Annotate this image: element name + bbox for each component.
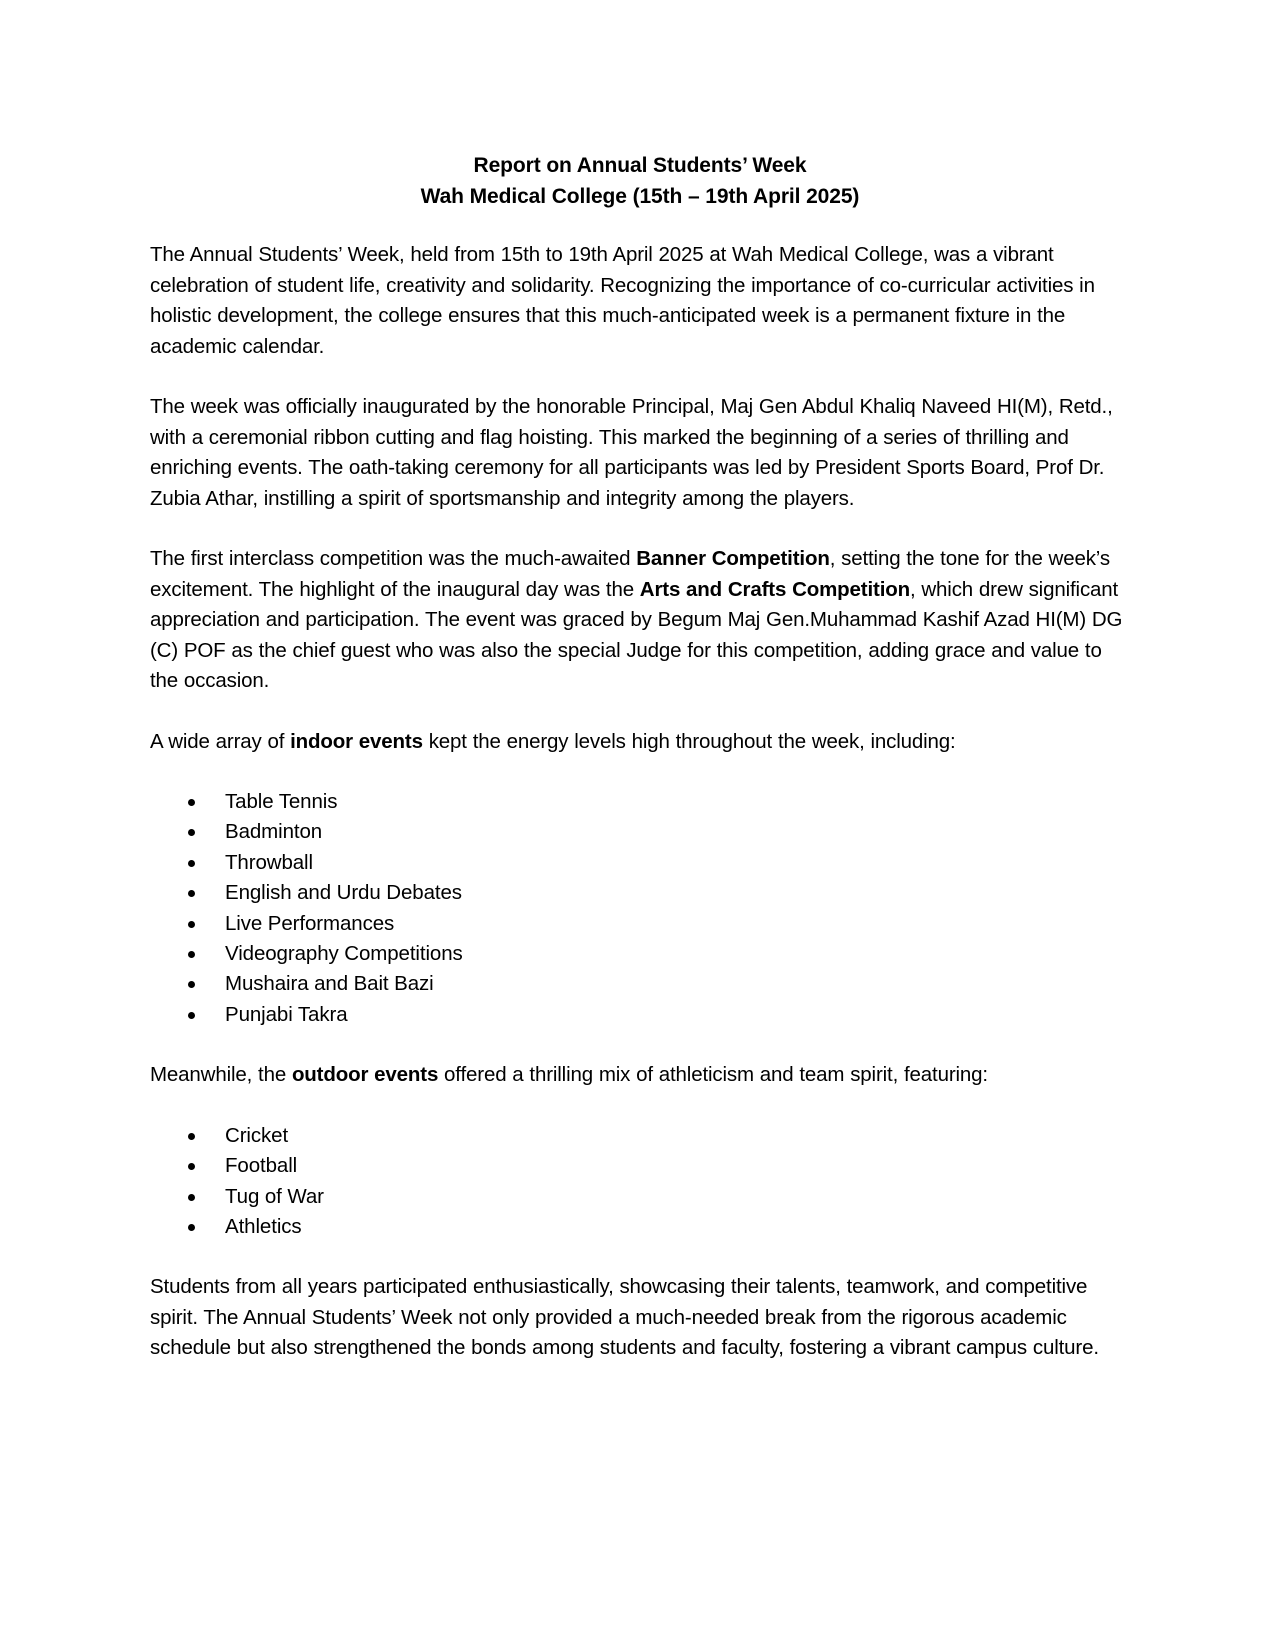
list-item-label: Mushaira and Bait Bazi bbox=[225, 972, 434, 996]
document-page bbox=[150, 150, 1130, 1394]
bullet-icon bbox=[188, 1194, 195, 1201]
bullet-icon bbox=[188, 951, 195, 958]
closing-paragraph: Students from all years participated enthusiastically, showcasing their talents, teamwork, and competitive spirit. The Annual Students’ Week not only provided a much-needed break from the rigorous academic schedule but also strengthened the bonds among students and faculty, fostering a vibrant campus culture. bbox=[150, 1275, 1099, 1360]
bullet-icon bbox=[188, 890, 195, 897]
competitions-text-2: , setting the tone for the week’s excitement. The highlight of the inaugural day was the bbox=[150, 547, 1110, 601]
indoor-intro-text-2: kept the energy levels high throughout the week, including: bbox=[422, 729, 956, 753]
competitions-paragraph bbox=[150, 544, 1130, 697]
intro-paragraph: The Annual Students’ Week, held from 15th to 19th April 2025 at Wah Medical College, was a vibrant celebration of student life, creativity and solidarity. Recognizing the importance of co-curricular activities in holistic development, the college ensures that this much-anticipated week is a permanent fixture in the academic calendar. bbox=[150, 243, 1095, 358]
list-item bbox=[150, 787, 1130, 817]
bullet-icon bbox=[188, 921, 195, 928]
list-item-label: Tug of War bbox=[225, 1184, 324, 1208]
arts-crafts-emphasis: Arts and Crafts Competition bbox=[639, 577, 910, 601]
list-item-label: Live Performances bbox=[225, 911, 395, 935]
bullet-icon bbox=[188, 860, 195, 867]
list-item-label: Throwball bbox=[225, 850, 313, 874]
list-item bbox=[150, 1212, 1130, 1242]
indoor-events-list bbox=[150, 787, 1130, 1030]
banner-competition-emphasis: Banner Competition bbox=[636, 547, 830, 570]
inauguration-paragraph: The week was officially inaugurated by the honorable Principal, Maj Gen Abdul Khaliq Naveed HI(M), Retd., with a ceremonial ribbon cutting and flag hoisting. This marked the beginning of a series of thrilling and enriching events. The oath-taking ceremony for all participants was led by President Sports Board, Prof Dr. Zubia Athar, instilling a spirit of sportsmanship and integrity among the players. bbox=[150, 395, 1113, 510]
bullet-icon bbox=[188, 1163, 195, 1170]
list-item-label: Badminton bbox=[225, 820, 323, 844]
list-item bbox=[150, 878, 1130, 908]
list-item bbox=[150, 1151, 1130, 1181]
list-item bbox=[150, 969, 1130, 999]
outdoor-events-list bbox=[150, 1121, 1130, 1243]
competitions-text-1: The first interclass competition was the much-awaited bbox=[150, 547, 637, 570]
list-item-label: Football bbox=[225, 1154, 298, 1178]
list-item-label: Athletics bbox=[225, 1214, 302, 1238]
bullet-icon bbox=[188, 1012, 195, 1019]
competitions-text-3: , which drew significant appreciation and participation. The event was graced by Begum Maj Gen.Muhammad Kashif Azad HI(M) DG (C) POF as the chief guest who was also the special Judge for this competition, adding grace and value to the occasion. bbox=[150, 577, 1123, 692]
outdoor-events-emphasis: outdoor events bbox=[291, 1063, 439, 1087]
document-title bbox=[150, 150, 1130, 212]
indoor-intro-text-1: A wide array of bbox=[150, 729, 291, 753]
list-item bbox=[150, 909, 1130, 939]
bullet-icon bbox=[188, 829, 195, 836]
title-line-2: Wah Medical College (15th – 19th April 2025) bbox=[420, 185, 860, 208]
list-item bbox=[150, 1000, 1130, 1030]
list-item bbox=[150, 848, 1130, 878]
list-item-label: Table Tennis bbox=[225, 790, 338, 813]
indoor-events-emphasis: indoor events bbox=[290, 729, 423, 753]
list-item-label: Cricket bbox=[225, 1123, 289, 1147]
list-item bbox=[150, 1182, 1130, 1212]
bullet-icon bbox=[188, 799, 195, 806]
list-item-label: English and Urdu Debates bbox=[225, 881, 462, 905]
list-item bbox=[150, 939, 1130, 969]
bullet-icon bbox=[188, 1133, 195, 1140]
list-item bbox=[150, 817, 1130, 847]
outdoor-intro-text-1: Meanwhile, the bbox=[150, 1063, 292, 1087]
list-item bbox=[150, 1121, 1130, 1151]
outdoor-intro-text-2: offered a thrilling mix of athleticism and team spirit, featuring: bbox=[438, 1063, 988, 1087]
indoor-events-intro bbox=[150, 727, 1130, 758]
bullet-icon bbox=[188, 1224, 195, 1231]
list-item-label: Videography Competitions bbox=[225, 942, 463, 966]
outdoor-events-intro bbox=[150, 1060, 1130, 1091]
list-item-label: Punjabi Takra bbox=[225, 1002, 348, 1026]
bullet-icon bbox=[188, 981, 195, 988]
title-line-1: Report on Annual Students’ Week bbox=[473, 154, 807, 177]
